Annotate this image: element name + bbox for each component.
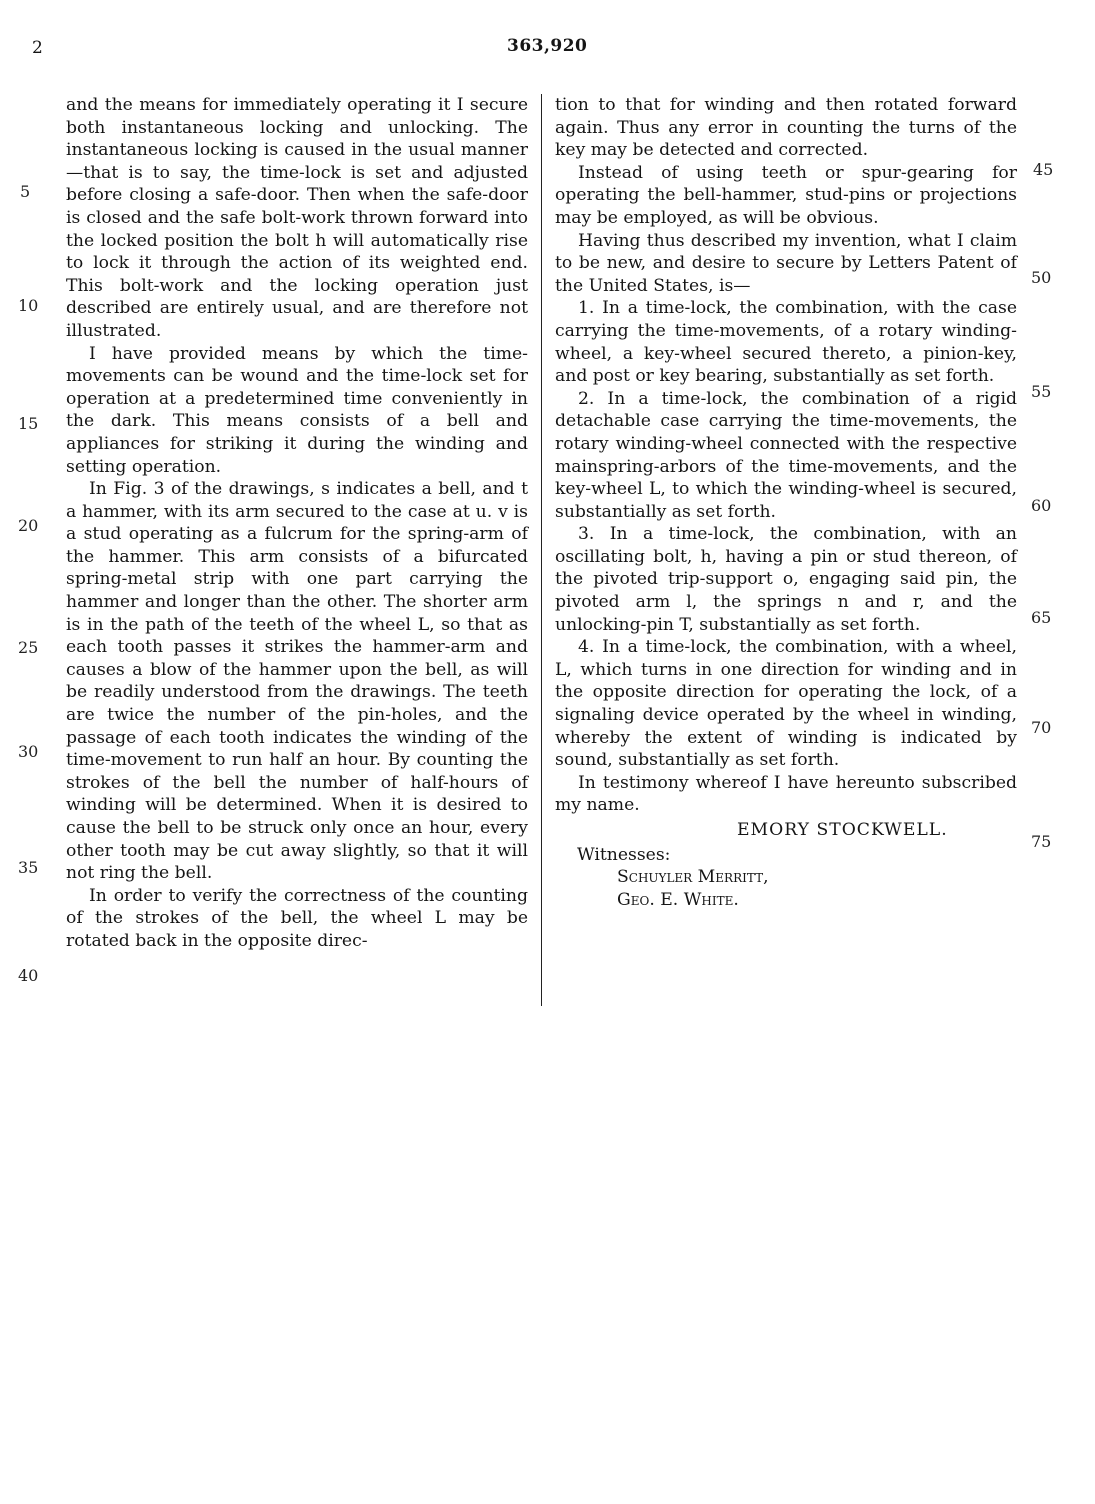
line-number-40: 40	[18, 966, 39, 985]
page-number: 2	[32, 38, 43, 58]
right-paragraph-1: tion to that for winding and then rotated forward again. Thus any error in counting the turns of the key may be detected and corrected.	[555, 95, 1017, 161]
inventor-signature: EMORY STOCKWELL.	[737, 820, 948, 840]
line-number-75: 75	[1031, 832, 1052, 851]
witnesses-label: Witnesses:	[577, 844, 671, 865]
line-number-20: 20	[18, 516, 39, 535]
right-paragraph-2: Instead of using teeth or spur-gearing for operating the bell-hammer, stud-pins or projections may be employed, as will be obvious.	[555, 162, 1017, 228]
line-number-30: 30	[18, 742, 39, 761]
line-number-55: 55	[1031, 382, 1052, 401]
left-paragraph-1: and the means for immediately operating it I secure both instantaneous locking and unlocking. The instantaneous locking is caused in the usual manner—that is to say, the time-lock is set and adjusted before closing a safe-door. Then when the safe-door is closed and the safe bolt-work thrown forward into the locked position the bolt h will automatically rise to lock it through the action of its weighted end. This bolt-work and the locking operation just described are entirely usual, and are therefore not illustrated.	[66, 95, 528, 341]
right-paragraph-3: Having thus described my invention, what I claim to be new, and desire to secure by Letters Patent of the United States, is—	[555, 230, 1017, 296]
claim-3: 3. In a time-lock, the combination, with an oscillating bolt, h, having a pin or stud thereon, of the pivoted trip-support o, engaging said pin, the pivoted arm l, the springs n and r, and the unlocking-pin T, substantially as set forth.	[555, 524, 1017, 635]
line-number-45: 45	[1033, 160, 1054, 179]
line-number-65: 65	[1031, 608, 1052, 627]
right-column	[555, 94, 1017, 911]
line-number-60: 60	[1031, 496, 1052, 515]
line-number-50: 50	[1031, 268, 1052, 287]
claim-4: 4. In a time-lock, the combination, with a wheel, L, which turns in one direction for winding and in the opposite direction for operating the lock, of a signaling device operated by the wheel in winding, whereby the extent of winding is indicated by sound, substantially as set forth.	[555, 637, 1017, 771]
line-number-25: 25	[18, 638, 39, 657]
left-paragraph-4: In order to verify the correctness of the counting of the strokes of the bell, the wheel L may be rotated back in the opposite direc-	[66, 885, 528, 951]
line-number-5: 5	[20, 182, 31, 201]
claim-2: 2. In a time-lock, the combination of a rigid detachable case carrying the time-movements, the rotary winding-wheel connected with the respective mainspring-arbors of the time-movements, and the key-wheel L, to which the winding-wheel is secured, substantially as set forth.	[555, 388, 1017, 522]
line-number-15: 15	[18, 414, 39, 433]
line-number-10: 10	[18, 296, 39, 315]
witness-1: Schuyler Merritt,	[617, 867, 769, 888]
left-paragraph-3: In Fig. 3 of the drawings, s indicates a bell, and t a hammer, with its arm secured to the case at u. v is a stud operating as a fulcrum for the spring-arm of the hammer. This arm consists of a bifurcated spring-metal strip with one part carrying the hammer and longer than the other. The shorter arm is in the path of the teeth of the wheel L, so that as each tooth passes it strikes the hammer-arm and causes a blow of the hammer upon the bell, as will be readily understood from the drawings. The teeth are twice the number of the pin-holes, and the passage of each tooth indicates the winding of the time-movement to run half an hour. By counting the strokes of the bell the number of half-hours of winding will be determined. When it is desired to cause the bell to be struck only once an hour, every other tooth may be cut away slightly, so that it will not ring the bell.	[66, 479, 528, 884]
left-paragraph-2: I have provided means by which the time-movements can be wound and the time-lock set for operation at a predetermined time conveniently in the dark. This means consists of a bell and appliances for striking it during the winding and setting operation.	[66, 343, 528, 477]
line-number-35: 35	[18, 858, 39, 877]
line-number-70: 70	[1031, 718, 1052, 737]
patent-number: 363,920	[507, 36, 588, 56]
witness-2: Geo. E. White.	[617, 889, 739, 910]
testimony: In testimony whereof I have hereunto subscribed my name.	[555, 772, 1017, 816]
left-column	[66, 94, 528, 953]
column-divider	[541, 94, 542, 1006]
claim-1: 1. In a time-lock, the combination, with the case carrying the time-movements, of a rotary winding-wheel, a key-wheel secured thereto, a pinion-key, and post or key bearing, substantially as set forth.	[555, 298, 1017, 387]
